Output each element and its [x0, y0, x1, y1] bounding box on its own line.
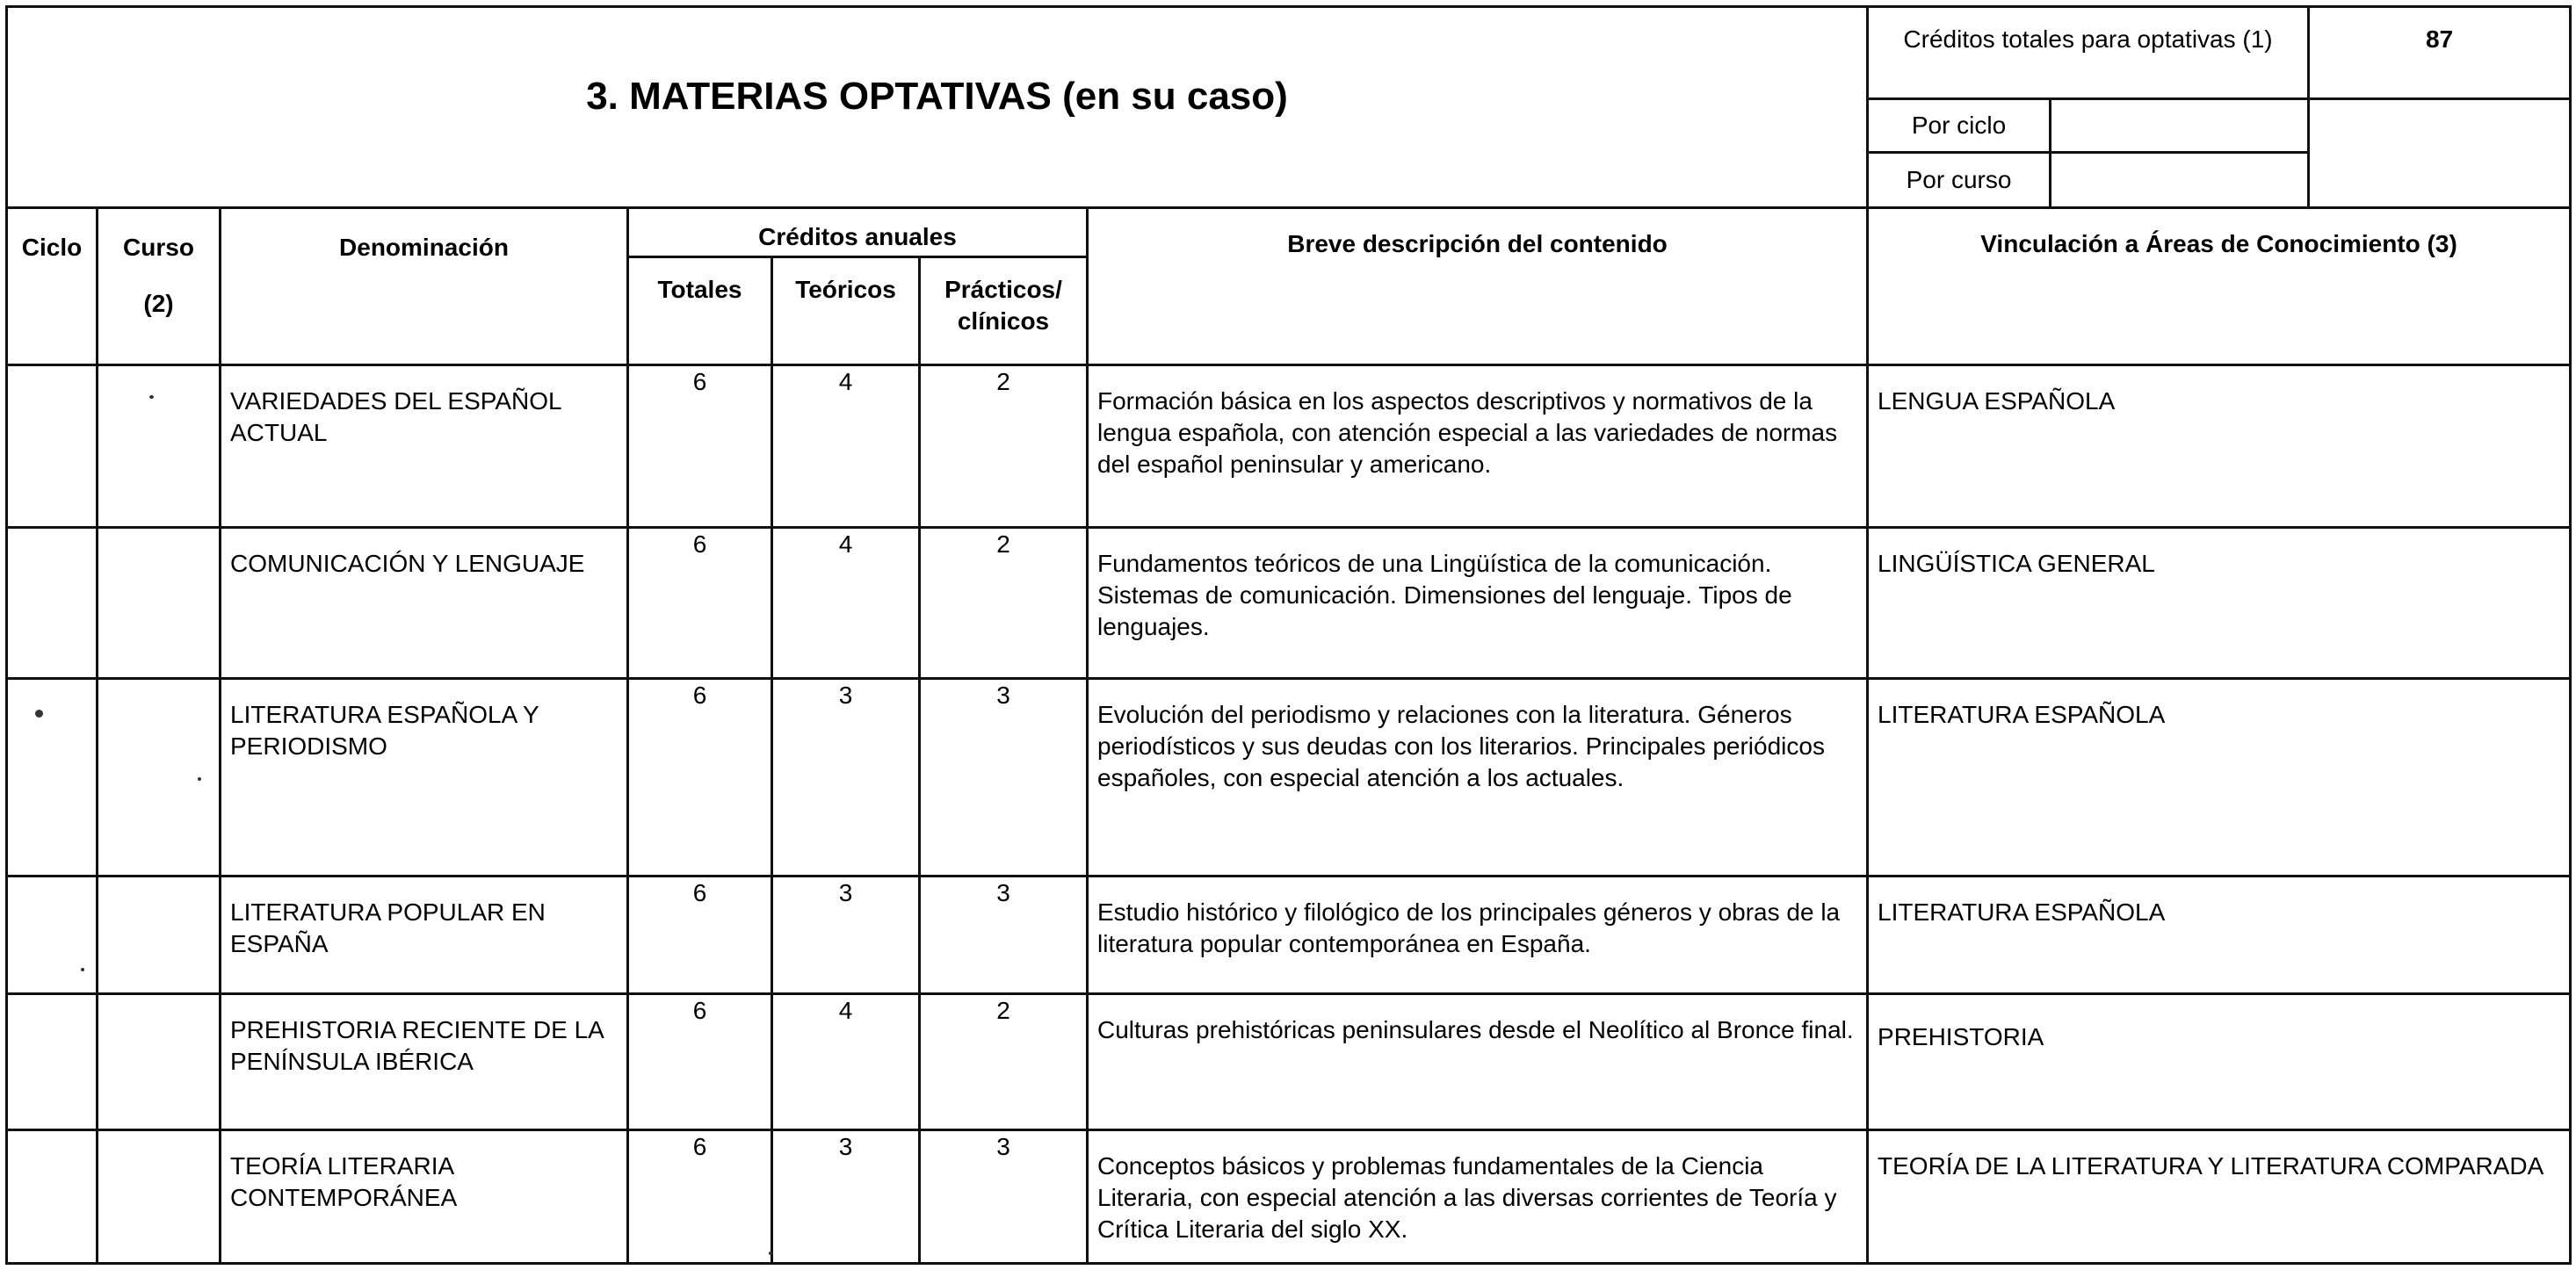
- total-credits-value-cell: [2309, 7, 2571, 99]
- header-ciclo-label: Ciclo: [21, 234, 83, 261]
- por-curso-value-cell: [2051, 153, 2309, 208]
- cell-ciclo: [7, 679, 98, 877]
- cell-teoricos: 4: [772, 994, 920, 1130]
- cell-descripcion: [1088, 679, 1868, 877]
- header-curso-note: (2): [143, 290, 174, 317]
- cell-totales: 6: [628, 528, 772, 679]
- table-row: [7, 365, 2571, 528]
- cell-area: [1868, 994, 2571, 1130]
- cell-ciclo: [7, 1130, 98, 1264]
- cell-teoricos: 3: [772, 1130, 920, 1264]
- header-descripcion-label: Breve descripción del contenido: [1287, 230, 1668, 257]
- cell-denominacion: [221, 877, 628, 994]
- por-ciclo-label-cell: [1868, 99, 2051, 153]
- cell-denominacion: [221, 365, 628, 528]
- cell-curso: [98, 365, 221, 528]
- area-text: PREHISTORIA: [1878, 1023, 2044, 1050]
- cell-curso: [98, 679, 221, 877]
- header-teoricos-label: Teóricos: [795, 276, 896, 303]
- cell-area: [1868, 679, 2571, 877]
- area-text: TEORÍA DE LA LITERATURA Y LITERATURA COMPARADA: [1878, 1152, 2544, 1180]
- header-totales-label: Totales: [657, 276, 742, 303]
- cell-teoricos: 4: [772, 365, 920, 528]
- cell-curso: [98, 877, 221, 994]
- cell-area: [1868, 528, 2571, 679]
- optativas-table: [5, 5, 2572, 1265]
- header-creditos-anuales: [628, 208, 1088, 257]
- descripcion-text: Conceptos básicos y problemas fundamentales de la Ciencia Literaria, con especial atención a las diversas corrientes de Teoría y Crítica Literaria del siglo XX.: [1097, 1152, 1837, 1243]
- cell-totales: 6: [628, 994, 772, 1130]
- cell-denominacion: [221, 1130, 628, 1264]
- cell-practicos: 3: [920, 679, 1088, 877]
- header-curso-label: Curso: [123, 234, 194, 261]
- cell-area: [1868, 1130, 2571, 1264]
- cell-teoricos: 3: [772, 877, 920, 994]
- cell-totales: 6: [628, 1130, 772, 1264]
- cell-curso: [98, 994, 221, 1130]
- header-teoricos: [772, 257, 920, 365]
- cell-ciclo: [7, 528, 98, 679]
- header-practicos-label: Prácticos/ clínicos: [944, 276, 1062, 335]
- cell-descripcion: [1088, 1130, 1868, 1264]
- cell-practicos: 3: [920, 1130, 1088, 1264]
- header-practicos: [920, 257, 1088, 365]
- header-denominacion-label: Denominación: [339, 234, 509, 261]
- header-descripcion: [1088, 208, 1868, 365]
- table-row: [7, 877, 2571, 994]
- header-totales: [628, 257, 772, 365]
- cell-denominacion: [221, 528, 628, 679]
- header-vinculacion-label: Vinculación a Áreas de Conocimiento (3): [1980, 230, 2457, 257]
- cell-practicos: 2: [920, 994, 1088, 1130]
- por-curso-label: Por curso: [1906, 166, 2012, 193]
- denominacion-text: VARIEDADES DEL ESPAÑOL ACTUAL: [230, 387, 561, 446]
- scan-speck: [35, 710, 43, 718]
- area-text: LINGÜÍSTICA GENERAL: [1878, 550, 2155, 577]
- descripcion-text: Culturas prehistóricas peninsulares desde el Neolítico al Bronce final.: [1097, 1016, 1854, 1043]
- cell-ciclo: [7, 365, 98, 528]
- por-ciclo-label: Por ciclo: [1911, 112, 2007, 139]
- cell-descripcion: [1088, 528, 1868, 679]
- cell-ciclo: [7, 994, 98, 1130]
- cell-practicos: 2: [920, 365, 1088, 528]
- cell-teoricos: 3: [772, 679, 920, 877]
- cell-practicos: 3: [920, 877, 1088, 994]
- table-row: [7, 679, 2571, 877]
- scan-speck: [149, 395, 154, 399]
- descripcion-text: Fundamentos teóricos de una Lingüística de la comunicación. Sistemas de comunicación. Dimensiones del lenguaje. Tipos de lenguajes.: [1097, 550, 1792, 640]
- cell-area: [1868, 877, 2571, 994]
- cell-practicos: 2: [920, 528, 1088, 679]
- title-block: [7, 7, 1868, 208]
- header-ciclo: [7, 208, 98, 365]
- cell-descripcion: [1088, 365, 1868, 528]
- denominacion-text: PREHISTORIA RECIENTE DE LA PENÍNSULA IBÉRICA: [230, 1016, 604, 1075]
- por-ciclo-value-cell: [2051, 99, 2309, 153]
- cell-denominacion: [221, 679, 628, 877]
- empty-box-cell: [2309, 99, 2571, 208]
- header-curso: [98, 208, 221, 365]
- table-row: [7, 1130, 2571, 1264]
- denominacion-text: LITERATURA ESPAÑOLA Y PERIODISMO: [230, 701, 539, 760]
- cell-teoricos: 4: [772, 528, 920, 679]
- table-row: [7, 994, 2571, 1130]
- cell-descripcion: [1088, 877, 1868, 994]
- cell-totales: 6: [628, 365, 772, 528]
- por-curso-label-cell: [1868, 153, 2051, 208]
- denominacion-text: TEORÍA LITERARIA CONTEMPORÁNEA: [230, 1152, 458, 1211]
- cell-denominacion: [221, 994, 628, 1130]
- total-credits-label-cell: [1868, 7, 2309, 99]
- total-credits-label: Créditos totales para optativas (1): [1903, 25, 2273, 53]
- descripcion-text: Estudio histórico y filológico de los principales géneros y obras de la literatura popular contemporánea en España.: [1097, 898, 1841, 957]
- area-text: LITERATURA ESPAÑOLA: [1878, 701, 2166, 728]
- scan-speck: [769, 1252, 772, 1255]
- cell-totales: 6: [628, 679, 772, 877]
- area-text: LITERATURA ESPAÑOLA: [1878, 898, 2166, 926]
- header-creditos-anuales-label: Créditos anuales: [758, 223, 957, 250]
- scan-speck: [198, 777, 201, 781]
- header-denominacion: [221, 208, 628, 365]
- scan-speck: [81, 968, 84, 971]
- document-sheet: [5, 5, 2572, 1265]
- total-credits-value: 87: [2425, 25, 2454, 53]
- cell-ciclo: [7, 877, 98, 994]
- denominacion-text: COMUNICACIÓN Y LENGUAJE: [230, 550, 585, 577]
- descripcion-text: Evolución del periodismo y relaciones con la literatura. Géneros periodísticos y sus deudas con los literarios. Principales periódicos españoles, con especial atención a los actuales.: [1097, 701, 1825, 791]
- descripcion-text: Formación básica en los aspectos descriptivos y normativos de la lengua española, con atención especial a las variedades de normas del español peninsular y americano.: [1097, 387, 1838, 478]
- cell-totales: 6: [628, 877, 772, 994]
- header-vinculacion: [1868, 208, 2571, 365]
- cell-curso: [98, 1130, 221, 1264]
- denominacion-text: LITERATURA POPULAR EN ESPAÑA: [230, 898, 546, 957]
- table-row: [7, 528, 2571, 679]
- cell-area: [1868, 365, 2571, 528]
- page-title: 3. MATERIAS OPTATIVAS (en su caso): [586, 74, 1288, 118]
- cell-curso: [98, 528, 221, 679]
- cell-descripcion: [1088, 994, 1868, 1130]
- area-text: LENGUA ESPAÑOLA: [1878, 387, 2116, 415]
